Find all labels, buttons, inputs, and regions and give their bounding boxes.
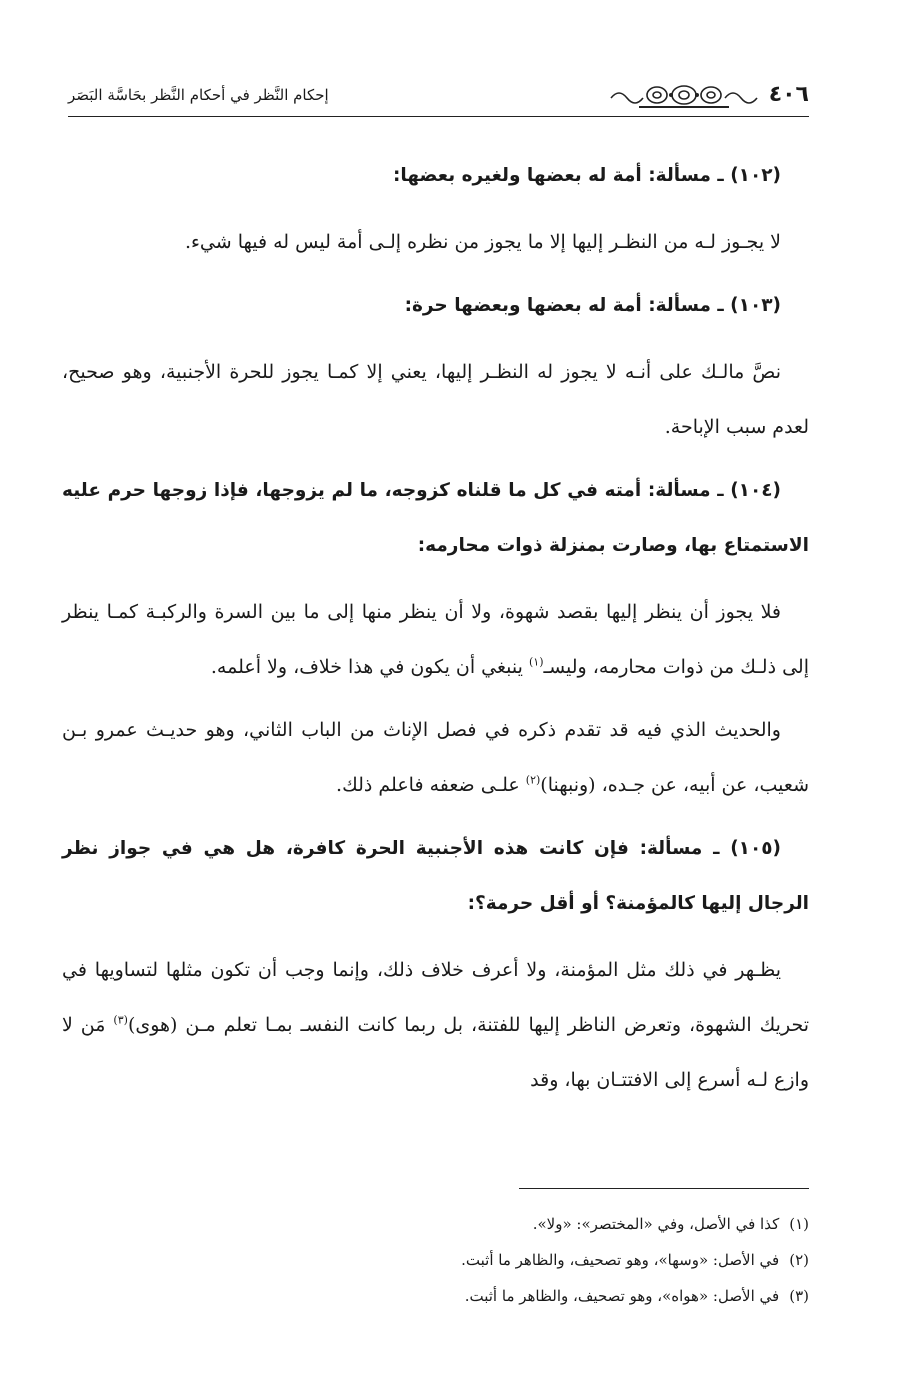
section-heading: (١٠٣) ـ مسألة: أمة له بعضها وبعضها حرة: xyxy=(404,295,781,316)
main-text xyxy=(62,148,809,1116)
footnote-ref: (١) xyxy=(528,655,544,669)
header-rule xyxy=(68,116,809,117)
paragraph-text: ينبغي أن يكون في هذا خلاف، ولا أعلمه. xyxy=(210,656,529,678)
section-heading: (١٠٢) ـ مسألة: أمة له بعضها ولغيره بعضها: xyxy=(393,165,781,186)
footnotes xyxy=(62,1206,809,1314)
footnote-number: (١) xyxy=(789,1215,809,1233)
paragraph: نصَّ مالـك على أنـه لا يجوز له النظـر إليها، يعني إلا كمـا يجوز للحرة الأجنبية، وهو صحيح، لعدم سبب الإباحة. xyxy=(62,361,809,438)
section-heading: (١٠٤) ـ مسألة: أمته في كل ما قلناه كزوجه، ما لم يزوجها، فإذا زوجها حرم عليه الاستمتاع بها، وصارت بمنزلة ذوات محارمه: xyxy=(62,480,809,556)
paragraph-text: والحديث الذي فيه قد تقدم ذكره في فصل الإناث من الباب الثاني، وهو حديـث عمرو بـن شعيب، عن أبيه، عن جـده، (ونبهنا) xyxy=(62,719,809,796)
footnote xyxy=(62,1278,809,1314)
paragraph xyxy=(62,585,809,695)
paragraph-text: علـى ضعفه فاعلم ذلك. xyxy=(336,774,526,796)
footnote xyxy=(62,1242,809,1278)
footnote xyxy=(62,1206,809,1242)
paragraph-text: فلا يجوز أن ينظر إليها بقصد شهوة، ولا أن ينظر منها إلى ما بين السرة والركبـة كمـا ينظر إلى ذلـك من ذوات محارمه، وليسـ xyxy=(62,601,809,678)
ornament-icon xyxy=(609,80,759,110)
paragraph xyxy=(62,943,809,1108)
footnote-text: كذا في الأصل، وفي «المختصر»: «ولا». xyxy=(532,1215,780,1233)
footnote-rule xyxy=(519,1188,809,1189)
paragraph-text: مَن لا وازع لـه أسرع إلى الافتتـان بها، وقد xyxy=(62,1014,809,1091)
section-heading: (١٠٥) ـ مسألة: فإن كانت هذه الأجنبية الحرة كافرة، هل هي في جواز نظر الرجال إليها كالمؤمنة؟ أو أقل حرمة؟: xyxy=(62,838,809,914)
footnote-ref: (٣) xyxy=(113,1013,128,1027)
paragraph-text: يظـهر في ذلك مثل المؤمنة، ولا أعرف خلاف ذلك، وإنما وجب أن تكون مثلها لتساويها في تحريك الشهوة، وتعرض الناظر إليها للفتنة، بل ربما كانت النفسـ بمـا تعلم مـن (هوى) xyxy=(62,959,809,1036)
footnote-number: (٣) xyxy=(789,1287,809,1305)
footnote-ref: (٢) xyxy=(525,773,541,787)
paragraph xyxy=(62,703,809,813)
running-title: إحكام النَّظر في أحكام النَّظر بحَاسَّة البَصَر xyxy=(68,86,329,104)
footnote-number: (٢) xyxy=(789,1251,809,1269)
footnote-text: في الأصل: «هواه»، وهو تصحيف، والظاهر ما أثبت. xyxy=(464,1287,780,1305)
page-number: ٤٠٦ xyxy=(768,82,809,107)
footnote-text: في الأصل: «وسها»، وهو تصحيف، والظاهر ما أثبت. xyxy=(461,1251,780,1269)
paragraph: لا يجـوز لـه من النظـر إليها إلا ما يجوز من نظره إلـى أمة ليس له فيها شيء. xyxy=(184,231,781,253)
page-header xyxy=(68,78,809,118)
